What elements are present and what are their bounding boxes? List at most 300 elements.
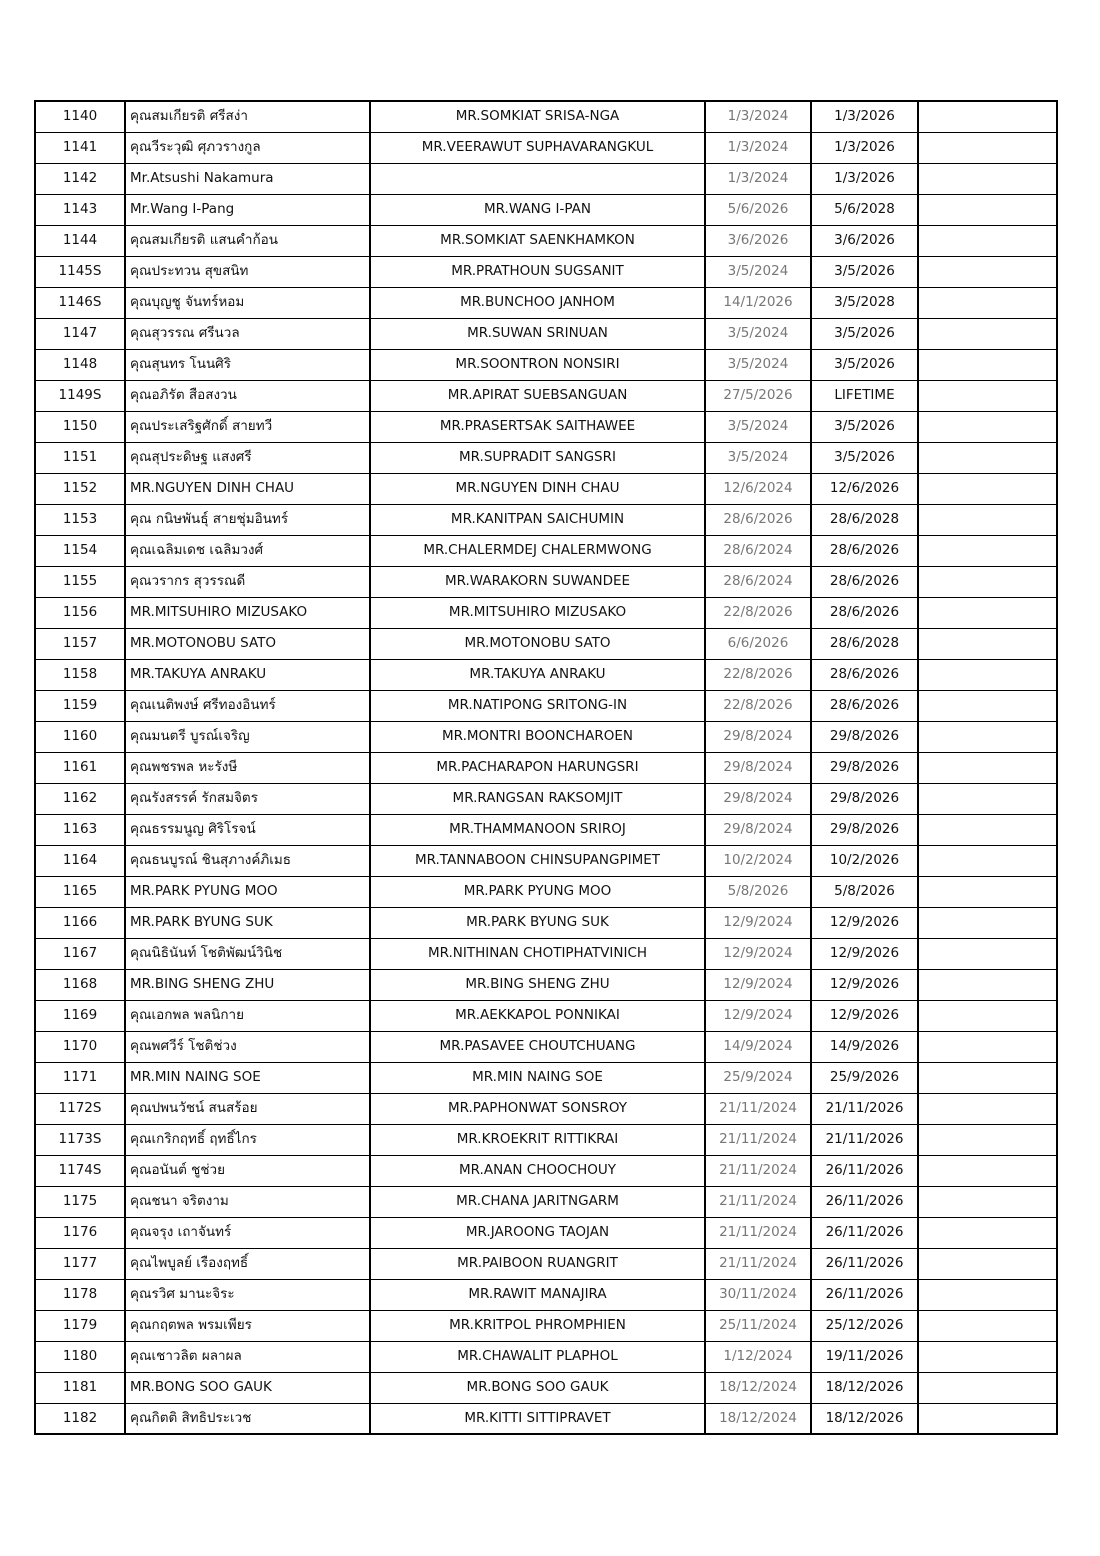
table-row bbox=[35, 1310, 1057, 1341]
table-row bbox=[35, 442, 1057, 473]
name-thai-cell: MR.TAKUYA ANRAKU bbox=[125, 659, 370, 690]
table-row bbox=[35, 473, 1057, 504]
name-thai-cell: MR.BONG SOO GAUK bbox=[125, 1372, 370, 1403]
table-row bbox=[35, 163, 1057, 194]
table-row bbox=[35, 1155, 1057, 1186]
name-english-cell: MR.BING SHENG ZHU bbox=[370, 969, 705, 1000]
start-date-cell: 21/11/2024 bbox=[705, 1155, 811, 1186]
member-number-cell: 1166 bbox=[35, 907, 125, 938]
name-english-cell bbox=[370, 163, 705, 194]
remark-cell bbox=[918, 473, 1057, 504]
member-number-cell: 1140 bbox=[35, 101, 125, 132]
start-date-cell: 21/11/2024 bbox=[705, 1093, 811, 1124]
expiry-date-cell: 28/6/2026 bbox=[811, 535, 918, 566]
remark-cell bbox=[918, 1000, 1057, 1031]
name-english-cell: MR.NGUYEN DINH CHAU bbox=[370, 473, 705, 504]
table-row bbox=[35, 721, 1057, 752]
remark-cell bbox=[918, 1031, 1057, 1062]
name-english-cell: MR.WANG I-PAN bbox=[370, 194, 705, 225]
expiry-date-cell: 10/2/2026 bbox=[811, 845, 918, 876]
table-row bbox=[35, 1372, 1057, 1403]
member-number-cell: 1172S bbox=[35, 1093, 125, 1124]
expiry-date-cell: 29/8/2026 bbox=[811, 752, 918, 783]
name-english-cell: MR.AEKKAPOL PONNIKAI bbox=[370, 1000, 705, 1031]
remark-cell bbox=[918, 442, 1057, 473]
name-thai-cell: MR.PARK PYUNG MOO bbox=[125, 876, 370, 907]
member-number-cell: 1148 bbox=[35, 349, 125, 380]
expiry-date-cell: LIFETIME bbox=[811, 380, 918, 411]
start-date-cell: 12/6/2024 bbox=[705, 473, 811, 504]
name-english-cell: MR.THAMMANOON SRIROJ bbox=[370, 814, 705, 845]
name-thai-cell: คุณรวิศ มานะจิระ bbox=[125, 1279, 370, 1310]
table-row bbox=[35, 256, 1057, 287]
expiry-date-cell: 5/8/2026 bbox=[811, 876, 918, 907]
remark-cell bbox=[918, 101, 1057, 132]
start-date-cell: 21/11/2024 bbox=[705, 1248, 811, 1279]
remark-cell bbox=[918, 318, 1057, 349]
member-number-cell: 1161 bbox=[35, 752, 125, 783]
name-english-cell: MR.APIRAT SUEBSANGUAN bbox=[370, 380, 705, 411]
name-thai-cell: MR.MITSUHIRO MIZUSAKO bbox=[125, 597, 370, 628]
expiry-date-cell: 12/9/2026 bbox=[811, 938, 918, 969]
member-number-cell: 1169 bbox=[35, 1000, 125, 1031]
name-thai-cell: คุณชนา จริตงาม bbox=[125, 1186, 370, 1217]
table-row bbox=[35, 225, 1057, 256]
table-row bbox=[35, 1093, 1057, 1124]
remark-cell bbox=[918, 938, 1057, 969]
member-number-cell: 1141 bbox=[35, 132, 125, 163]
name-english-cell: MR.SOMKIAT SRISA-NGA bbox=[370, 101, 705, 132]
table-row bbox=[35, 1217, 1057, 1248]
member-number-cell: 1146S bbox=[35, 287, 125, 318]
table-row bbox=[35, 907, 1057, 938]
expiry-date-cell: 3/6/2026 bbox=[811, 225, 918, 256]
remark-cell bbox=[918, 628, 1057, 659]
member-number-cell: 1156 bbox=[35, 597, 125, 628]
member-number-cell: 1151 bbox=[35, 442, 125, 473]
name-thai-cell: MR.MIN NAING SOE bbox=[125, 1062, 370, 1093]
member-number-cell: 1182 bbox=[35, 1403, 125, 1434]
start-date-cell: 3/5/2024 bbox=[705, 256, 811, 287]
name-thai-cell: MR.MOTONOBU SATO bbox=[125, 628, 370, 659]
table-row bbox=[35, 194, 1057, 225]
start-date-cell: 3/5/2024 bbox=[705, 349, 811, 380]
expiry-date-cell: 29/8/2026 bbox=[811, 721, 918, 752]
member-number-cell: 1157 bbox=[35, 628, 125, 659]
name-english-cell: MR.PARK PYUNG MOO bbox=[370, 876, 705, 907]
name-thai-cell: คุณพชรพล หะรังษี bbox=[125, 752, 370, 783]
name-thai-cell: คุณรังสรรค์ รักสมจิตร bbox=[125, 783, 370, 814]
name-english-cell: MR.CHAWALIT PLAPHOL bbox=[370, 1341, 705, 1372]
member-number-cell: 1178 bbox=[35, 1279, 125, 1310]
table-row bbox=[35, 969, 1057, 1000]
member-number-cell: 1145S bbox=[35, 256, 125, 287]
name-english-cell: MR.PACHARAPON HARUNGSRI bbox=[370, 752, 705, 783]
table-row bbox=[35, 318, 1057, 349]
expiry-date-cell: 29/8/2026 bbox=[811, 783, 918, 814]
name-thai-cell: Mr.Wang I-Pang bbox=[125, 194, 370, 225]
expiry-date-cell: 28/6/2026 bbox=[811, 597, 918, 628]
expiry-date-cell: 3/5/2028 bbox=[811, 287, 918, 318]
start-date-cell: 5/8/2026 bbox=[705, 876, 811, 907]
member-number-cell: 1163 bbox=[35, 814, 125, 845]
member-number-cell: 1149S bbox=[35, 380, 125, 411]
name-thai-cell: คุณสุวรรณ ศรีนวล bbox=[125, 318, 370, 349]
name-english-cell: MR.WARAKORN SUWANDEE bbox=[370, 566, 705, 597]
remark-cell bbox=[918, 349, 1057, 380]
expiry-date-cell: 18/12/2026 bbox=[811, 1372, 918, 1403]
start-date-cell: 21/11/2024 bbox=[705, 1186, 811, 1217]
member-number-cell: 1153 bbox=[35, 504, 125, 535]
member-number-cell: 1171 bbox=[35, 1062, 125, 1093]
name-english-cell: MR.JAROONG TAOJAN bbox=[370, 1217, 705, 1248]
name-english-cell: MR.KITTI SITTIPRAVET bbox=[370, 1403, 705, 1434]
member-number-cell: 1176 bbox=[35, 1217, 125, 1248]
remark-cell bbox=[918, 907, 1057, 938]
member-number-cell: 1144 bbox=[35, 225, 125, 256]
name-thai-cell: คุณประเสริฐศักดิ์ สายทวี bbox=[125, 411, 370, 442]
expiry-date-cell: 3/5/2026 bbox=[811, 318, 918, 349]
table-row bbox=[35, 597, 1057, 628]
remark-cell bbox=[918, 1217, 1057, 1248]
name-thai-cell: คุณไพบูลย์ เรืองฤทธิ์ bbox=[125, 1248, 370, 1279]
expiry-date-cell: 26/11/2026 bbox=[811, 1155, 918, 1186]
table-row bbox=[35, 535, 1057, 566]
expiry-date-cell: 25/9/2026 bbox=[811, 1062, 918, 1093]
member-number-cell: 1142 bbox=[35, 163, 125, 194]
name-thai-cell: คุณเนติพงษ์ ศรีทองอินทร์ bbox=[125, 690, 370, 721]
remark-cell bbox=[918, 1310, 1057, 1341]
remark-cell bbox=[918, 721, 1057, 752]
name-thai-cell: คุณสมเกียรติ แสนคำก้อน bbox=[125, 225, 370, 256]
expiry-date-cell: 26/11/2026 bbox=[811, 1279, 918, 1310]
start-date-cell: 3/5/2024 bbox=[705, 318, 811, 349]
member-number-cell: 1150 bbox=[35, 411, 125, 442]
name-thai-cell: MR.NGUYEN DINH CHAU bbox=[125, 473, 370, 504]
table-row bbox=[35, 752, 1057, 783]
name-english-cell: MR.VEERAWUT SUPHAVARANGKUL bbox=[370, 132, 705, 163]
name-english-cell: MR.TANNABOON CHINSUPANGPIMET bbox=[370, 845, 705, 876]
remark-cell bbox=[918, 411, 1057, 442]
member-number-cell: 1160 bbox=[35, 721, 125, 752]
name-thai-cell: คุณกฤตพล พรมเพียร bbox=[125, 1310, 370, 1341]
name-english-cell: MR.MIN NAING SOE bbox=[370, 1062, 705, 1093]
table-row bbox=[35, 1031, 1057, 1062]
remark-cell bbox=[918, 969, 1057, 1000]
start-date-cell: 12/9/2024 bbox=[705, 907, 811, 938]
member-number-cell: 1170 bbox=[35, 1031, 125, 1062]
expiry-date-cell: 12/9/2026 bbox=[811, 907, 918, 938]
expiry-date-cell: 14/9/2026 bbox=[811, 1031, 918, 1062]
member-number-cell: 1162 bbox=[35, 783, 125, 814]
member-number-cell: 1158 bbox=[35, 659, 125, 690]
remark-cell bbox=[918, 163, 1057, 194]
table-row bbox=[35, 566, 1057, 597]
expiry-date-cell: 1/3/2026 bbox=[811, 132, 918, 163]
remark-cell bbox=[918, 1093, 1057, 1124]
table-row bbox=[35, 101, 1057, 132]
name-english-cell: MR.CHALERMDEJ CHALERMWONG bbox=[370, 535, 705, 566]
name-english-cell: MR.CHANA JARITNGARM bbox=[370, 1186, 705, 1217]
table-row bbox=[35, 814, 1057, 845]
table-row bbox=[35, 690, 1057, 721]
name-thai-cell: คุณธรรมนูญ ศิริโรจน์ bbox=[125, 814, 370, 845]
start-date-cell: 14/9/2024 bbox=[705, 1031, 811, 1062]
remark-cell bbox=[918, 752, 1057, 783]
start-date-cell: 18/12/2024 bbox=[705, 1372, 811, 1403]
member-number-cell: 1165 bbox=[35, 876, 125, 907]
member-number-cell: 1180 bbox=[35, 1341, 125, 1372]
start-date-cell: 29/8/2024 bbox=[705, 783, 811, 814]
remark-cell bbox=[918, 659, 1057, 690]
name-english-cell: MR.MOTONOBU SATO bbox=[370, 628, 705, 659]
name-thai-cell: คุณนิธินันท์ โชติพัฒน์วินิช bbox=[125, 938, 370, 969]
member-table-body bbox=[35, 101, 1057, 1434]
remark-cell bbox=[918, 1155, 1057, 1186]
name-thai-cell: คุณอนันต์ ชูช่วย bbox=[125, 1155, 370, 1186]
name-english-cell: MR.PRATHOUN SUGSANIT bbox=[370, 256, 705, 287]
table-row bbox=[35, 1124, 1057, 1155]
name-english-cell: MR.PAIBOON RUANGRIT bbox=[370, 1248, 705, 1279]
start-date-cell: 3/5/2024 bbox=[705, 442, 811, 473]
remark-cell bbox=[918, 132, 1057, 163]
table-row bbox=[35, 845, 1057, 876]
member-number-cell: 1152 bbox=[35, 473, 125, 504]
table-row bbox=[35, 380, 1057, 411]
table-row bbox=[35, 876, 1057, 907]
expiry-date-cell: 26/11/2026 bbox=[811, 1248, 918, 1279]
start-date-cell: 29/8/2024 bbox=[705, 814, 811, 845]
name-thai-cell: คุณสุนทร โนนศิริ bbox=[125, 349, 370, 380]
name-english-cell: MR.RAWIT MANAJIRA bbox=[370, 1279, 705, 1310]
expiry-date-cell: 12/6/2026 bbox=[811, 473, 918, 504]
expiry-date-cell: 12/9/2026 bbox=[811, 969, 918, 1000]
table-row bbox=[35, 1186, 1057, 1217]
member-number-cell: 1159 bbox=[35, 690, 125, 721]
expiry-date-cell: 26/11/2026 bbox=[811, 1217, 918, 1248]
name-english-cell: MR.KANITPAN SAICHUMIN bbox=[370, 504, 705, 535]
name-thai-cell: คุณปพนวัชน์ สนสร้อย bbox=[125, 1093, 370, 1124]
member-number-cell: 1154 bbox=[35, 535, 125, 566]
remark-cell bbox=[918, 1248, 1057, 1279]
name-english-cell: MR.MONTRI BOONCHAROEN bbox=[370, 721, 705, 752]
remark-cell bbox=[918, 1279, 1057, 1310]
start-date-cell: 1/3/2024 bbox=[705, 101, 811, 132]
start-date-cell: 14/1/2026 bbox=[705, 287, 811, 318]
start-date-cell: 12/9/2024 bbox=[705, 938, 811, 969]
name-thai-cell: คุณวีระวุฒิ ศุภวรางกูล bbox=[125, 132, 370, 163]
name-english-cell: MR.SUWAN SRINUAN bbox=[370, 318, 705, 349]
member-number-cell: 1174S bbox=[35, 1155, 125, 1186]
start-date-cell: 1/12/2024 bbox=[705, 1341, 811, 1372]
name-english-cell: MR.PRASERTSAK SAITHAWEE bbox=[370, 411, 705, 442]
name-english-cell: MR.SOONTRON NONSIRI bbox=[370, 349, 705, 380]
start-date-cell: 12/9/2024 bbox=[705, 1000, 811, 1031]
expiry-date-cell: 26/11/2026 bbox=[811, 1186, 918, 1217]
remark-cell bbox=[918, 1062, 1057, 1093]
name-english-cell: MR.TAKUYA ANRAKU bbox=[370, 659, 705, 690]
start-date-cell: 28/6/2026 bbox=[705, 504, 811, 535]
remark-cell bbox=[918, 876, 1057, 907]
start-date-cell: 5/6/2026 bbox=[705, 194, 811, 225]
member-number-cell: 1143 bbox=[35, 194, 125, 225]
remark-cell bbox=[918, 566, 1057, 597]
table-row bbox=[35, 1279, 1057, 1310]
name-english-cell: MR.NATIPONG SRITONG-IN bbox=[370, 690, 705, 721]
start-date-cell: 10/2/2024 bbox=[705, 845, 811, 876]
expiry-date-cell: 28/6/2028 bbox=[811, 628, 918, 659]
table-row bbox=[35, 411, 1057, 442]
table-row bbox=[35, 287, 1057, 318]
start-date-cell: 3/6/2026 bbox=[705, 225, 811, 256]
table-row bbox=[35, 132, 1057, 163]
expiry-date-cell: 3/5/2026 bbox=[811, 349, 918, 380]
start-date-cell: 1/3/2024 bbox=[705, 163, 811, 194]
name-english-cell: MR.ANAN CHOOCHOUY bbox=[370, 1155, 705, 1186]
remark-cell bbox=[918, 504, 1057, 535]
table-row bbox=[35, 628, 1057, 659]
member-number-cell: 1177 bbox=[35, 1248, 125, 1279]
member-table bbox=[34, 100, 1058, 1435]
remark-cell bbox=[918, 1341, 1057, 1372]
expiry-date-cell: 28/6/2028 bbox=[811, 504, 918, 535]
name-english-cell: MR.PASAVEE CHOUTCHUANG bbox=[370, 1031, 705, 1062]
start-date-cell: 29/8/2024 bbox=[705, 721, 811, 752]
member-number-cell: 1173S bbox=[35, 1124, 125, 1155]
name-thai-cell: คุณพศวีร์ โชติช่วง bbox=[125, 1031, 370, 1062]
remark-cell bbox=[918, 256, 1057, 287]
name-thai-cell: คุณเอกพล พลนิกาย bbox=[125, 1000, 370, 1031]
name-thai-cell: คุณ กนิษพันธุ์ สายชุ่มอินทร์ bbox=[125, 504, 370, 535]
remark-cell bbox=[918, 535, 1057, 566]
table-row bbox=[35, 783, 1057, 814]
name-english-cell: MR.SUPRADIT SANGSRI bbox=[370, 442, 705, 473]
remark-cell bbox=[918, 287, 1057, 318]
expiry-date-cell: 1/3/2026 bbox=[811, 163, 918, 194]
start-date-cell: 6/6/2026 bbox=[705, 628, 811, 659]
name-thai-cell: MR.PARK BYUNG SUK bbox=[125, 907, 370, 938]
name-thai-cell: คุณมนตรี บูรณ์เจริญ bbox=[125, 721, 370, 752]
table-row bbox=[35, 504, 1057, 535]
name-thai-cell: Mr.Atsushi Nakamura bbox=[125, 163, 370, 194]
expiry-date-cell: 18/12/2026 bbox=[811, 1403, 918, 1434]
start-date-cell: 25/11/2024 bbox=[705, 1310, 811, 1341]
expiry-date-cell: 21/11/2026 bbox=[811, 1124, 918, 1155]
expiry-date-cell: 3/5/2026 bbox=[811, 256, 918, 287]
member-number-cell: 1168 bbox=[35, 969, 125, 1000]
name-thai-cell: คุณสุประดิษฐ แสงศรี bbox=[125, 442, 370, 473]
start-date-cell: 3/5/2024 bbox=[705, 411, 811, 442]
start-date-cell: 22/8/2026 bbox=[705, 690, 811, 721]
remark-cell bbox=[918, 1186, 1057, 1217]
name-thai-cell: คุณจรุง เถาจันทร์ bbox=[125, 1217, 370, 1248]
expiry-date-cell: 29/8/2026 bbox=[811, 814, 918, 845]
start-date-cell: 21/11/2024 bbox=[705, 1217, 811, 1248]
member-number-cell: 1175 bbox=[35, 1186, 125, 1217]
expiry-date-cell: 25/12/2026 bbox=[811, 1310, 918, 1341]
name-thai-cell: คุณเชาวลิต ผลาผล bbox=[125, 1341, 370, 1372]
name-thai-cell: คุณเฉลิมเดช เฉลิมวงศ์ bbox=[125, 535, 370, 566]
name-thai-cell: คุณเกริกฤทธิ์ ฤทธิ์ไกร bbox=[125, 1124, 370, 1155]
table-row bbox=[35, 1062, 1057, 1093]
name-thai-cell: คุณวรากร สุวรรณดี bbox=[125, 566, 370, 597]
name-thai-cell: MR.BING SHENG ZHU bbox=[125, 969, 370, 1000]
start-date-cell: 28/6/2024 bbox=[705, 535, 811, 566]
remark-cell bbox=[918, 1124, 1057, 1155]
table-row bbox=[35, 938, 1057, 969]
table-row bbox=[35, 659, 1057, 690]
start-date-cell: 22/8/2026 bbox=[705, 659, 811, 690]
member-number-cell: 1179 bbox=[35, 1310, 125, 1341]
name-english-cell: MR.KROEKRIT RITTIKRAI bbox=[370, 1124, 705, 1155]
remark-cell bbox=[918, 845, 1057, 876]
remark-cell bbox=[918, 783, 1057, 814]
name-thai-cell: คุณประทวน สุขสนิท bbox=[125, 256, 370, 287]
name-thai-cell: คุณอภิรัต สือสงวน bbox=[125, 380, 370, 411]
start-date-cell: 28/6/2024 bbox=[705, 566, 811, 597]
table-row bbox=[35, 1248, 1057, 1279]
remark-cell bbox=[918, 225, 1057, 256]
name-thai-cell: คุณบุญชู จันทร์หอม bbox=[125, 287, 370, 318]
name-english-cell: MR.MITSUHIRO MIZUSAKO bbox=[370, 597, 705, 628]
member-number-cell: 1147 bbox=[35, 318, 125, 349]
expiry-date-cell: 3/5/2026 bbox=[811, 411, 918, 442]
expiry-date-cell: 19/11/2026 bbox=[811, 1341, 918, 1372]
name-thai-cell: คุณธนบูรณ์ ชินสุภางค์ภิเมธ bbox=[125, 845, 370, 876]
table-row bbox=[35, 1341, 1057, 1372]
expiry-date-cell: 28/6/2026 bbox=[811, 690, 918, 721]
member-number-cell: 1155 bbox=[35, 566, 125, 597]
name-thai-cell: คุณกิตติ สิทธิประเวช bbox=[125, 1403, 370, 1434]
expiry-date-cell: 5/6/2028 bbox=[811, 194, 918, 225]
remark-cell bbox=[918, 690, 1057, 721]
remark-cell bbox=[918, 1372, 1057, 1403]
name-english-cell: MR.KRITPOL PHROMPHIEN bbox=[370, 1310, 705, 1341]
name-thai-cell: คุณสมเกียรติ ศรีสง่า bbox=[125, 101, 370, 132]
remark-cell bbox=[918, 380, 1057, 411]
member-number-cell: 1181 bbox=[35, 1372, 125, 1403]
remark-cell bbox=[918, 597, 1057, 628]
name-english-cell: MR.BUNCHOO JANHOM bbox=[370, 287, 705, 318]
remark-cell bbox=[918, 814, 1057, 845]
start-date-cell: 12/9/2024 bbox=[705, 969, 811, 1000]
member-number-cell: 1167 bbox=[35, 938, 125, 969]
start-date-cell: 27/5/2026 bbox=[705, 380, 811, 411]
member-number-cell: 1164 bbox=[35, 845, 125, 876]
start-date-cell: 30/11/2024 bbox=[705, 1279, 811, 1310]
name-english-cell: MR.PARK BYUNG SUK bbox=[370, 907, 705, 938]
name-english-cell: MR.NITHINAN CHOTIPHATVINICH bbox=[370, 938, 705, 969]
expiry-date-cell: 28/6/2026 bbox=[811, 566, 918, 597]
expiry-date-cell: 3/5/2026 bbox=[811, 442, 918, 473]
table-row bbox=[35, 1403, 1057, 1434]
table-row bbox=[35, 349, 1057, 380]
remark-cell bbox=[918, 1403, 1057, 1434]
expiry-date-cell: 1/3/2026 bbox=[811, 101, 918, 132]
expiry-date-cell: 21/11/2026 bbox=[811, 1093, 918, 1124]
start-date-cell: 25/9/2024 bbox=[705, 1062, 811, 1093]
start-date-cell: 22/8/2026 bbox=[705, 597, 811, 628]
start-date-cell: 1/3/2024 bbox=[705, 132, 811, 163]
expiry-date-cell: 12/9/2026 bbox=[811, 1000, 918, 1031]
expiry-date-cell: 28/6/2026 bbox=[811, 659, 918, 690]
start-date-cell: 29/8/2024 bbox=[705, 752, 811, 783]
name-english-cell: MR.BONG SOO GAUK bbox=[370, 1372, 705, 1403]
name-english-cell: MR.PAPHONWAT SONSROY bbox=[370, 1093, 705, 1124]
remark-cell bbox=[918, 194, 1057, 225]
table-row bbox=[35, 1000, 1057, 1031]
start-date-cell: 21/11/2024 bbox=[705, 1124, 811, 1155]
